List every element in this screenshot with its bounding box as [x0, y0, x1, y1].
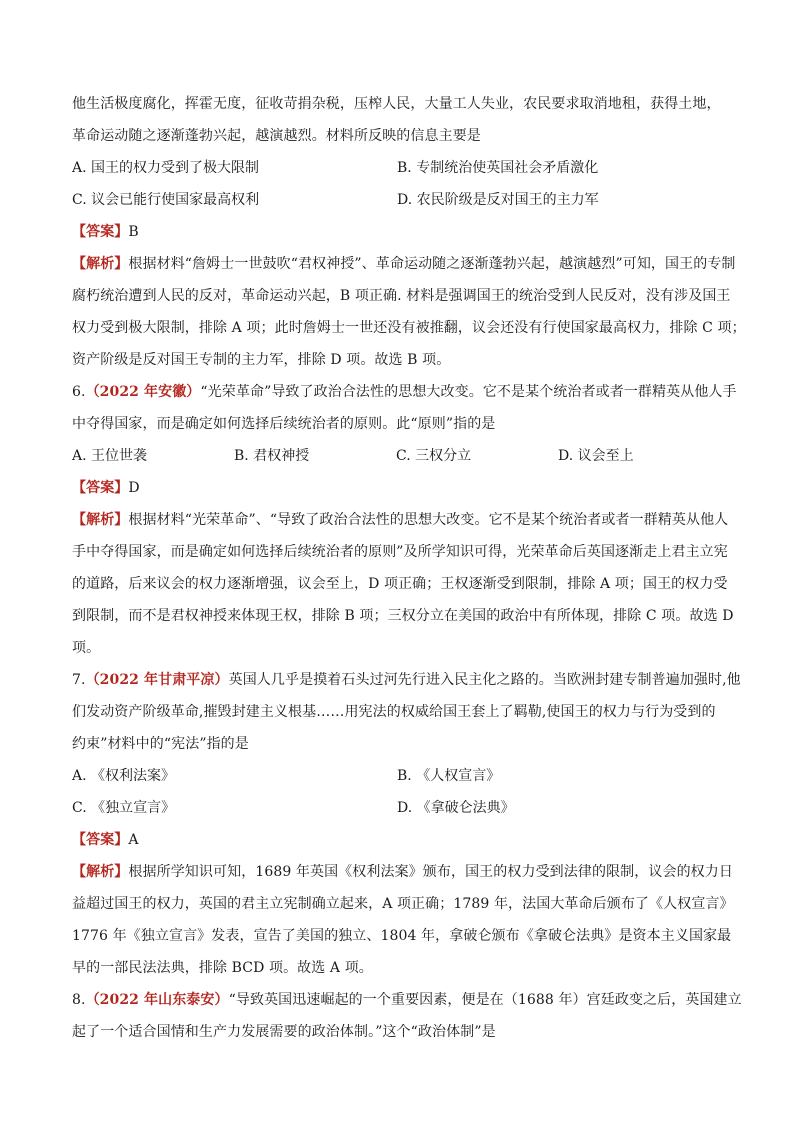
options-row [72, 760, 722, 792]
analysis-text: 益超过国王的权力，英国的君主立宪制确立起来，A 项正确；1789 年，法国大革命后颁布了《人权宣言》 [72, 896, 734, 912]
option-c: C. 三权分立 [396, 448, 472, 464]
question-source: （2022 年山东泰安） [85, 992, 229, 1008]
analysis-text: 到限制，而不是君权神授来体现王权，排除 B 项；三权分立在美国的政治中有所体现，排除 C 项。故选 D [72, 608, 734, 624]
analysis-text: 早的一部民法法典，排除 BCD 项。故选 A 项。 [72, 960, 373, 976]
option-b: B. 专制统治使英国社会矛盾激化 [397, 160, 599, 176]
options-row [72, 152, 722, 184]
analysis-line [72, 248, 736, 280]
question-number: 7. [72, 672, 86, 688]
option-c: C. 议会已能行使国家最高权利 [72, 192, 260, 208]
document-page [72, 88, 746, 1048]
analysis-line [72, 856, 733, 888]
option-b: B. 《人权宣言》 [397, 768, 501, 784]
analysis-label: 【解析】 [72, 256, 129, 272]
answer-value: A [128, 832, 139, 848]
analysis-text: 腐朽统治遭到人民的反对，革命运动兴起，B 项正确. 材料是强调国王的统治受到人民反对，没有涉及国王 [72, 288, 731, 304]
option-b: B. 君权神授 [234, 448, 310, 464]
analysis-label: 【解析】 [72, 864, 129, 880]
question-stem-line: 约束”材料中的“宪法”指的是 [72, 736, 249, 752]
question-stem-line: 革命运动随之逐渐蓬勃兴起，越演越烈。材料所反映的信息主要是 [72, 128, 481, 144]
option-a: A. 国王的权力受到了极大限制 [72, 160, 260, 176]
question-stem-text: “导致英国迅速崛起的一个重要因素，便是在（1688 年）宫廷政变之后，英国建立 [228, 992, 742, 1008]
analysis-text: 项。 [72, 640, 101, 656]
answer-line [72, 824, 722, 856]
analysis-label: 【解析】 [72, 512, 129, 528]
answer-line [72, 216, 722, 248]
analysis-text: 权力受到极大限制，排除 A 项；此时詹姆士一世还没有被推翻，议会还没有行使国家最高权力，排除 C 项； [72, 320, 746, 336]
analysis-text: 根据材料“詹姆士一世鼓吹“君权神授”、革命运动随之逐渐蓬勃兴起，越演越烈”可知，国王的专制 [128, 256, 736, 272]
answer-value: B [128, 224, 139, 240]
question-number: 8. [72, 992, 86, 1008]
question-source: （2022 年甘肃平凉） [85, 672, 229, 688]
question-stem-line: 他生活极度腐化，挥霍无度，征收苛捐杂税，压榨人民，大量工人失业，农民要求取消地租，获得土地， [72, 96, 721, 112]
answer-label: 【答案】 [72, 832, 129, 848]
option-c: C. 《独立宣言》 [72, 800, 176, 816]
analysis-text: 根据所学知识可知，1689 年英国《权利法案》颁布，国王的权力受到法律的限制，议会的权力日 [128, 864, 733, 880]
options-row [72, 440, 722, 472]
answer-label: 【答案】 [72, 480, 129, 496]
answer-value: D [128, 480, 140, 496]
options-row [72, 792, 722, 824]
option-d: D. 农民阶级是反对国王的主力军 [397, 192, 599, 208]
option-d: D. 议会至上 [558, 448, 634, 464]
question-stem-text: “光荣革命”导致了政治合法性的思想大改变。它不是某个统治者或者一群精英从他人手 [200, 384, 737, 400]
question-source: （2022 年安徽） [85, 384, 201, 400]
analysis-line [72, 504, 729, 536]
question-stem-line: 起了一个适合国情和生产力发展需要的政治体制。”这个“政治体制”是 [72, 1024, 496, 1040]
analysis-text: 资产阶级是反对国王专制的主力军，排除 D 项。故选 B 项。 [72, 352, 451, 368]
option-a: A. 王位世袭 [72, 448, 148, 464]
option-d: D. 《拿破仑法典》 [397, 800, 515, 816]
question-stem-line: 们发动资产阶级革命,摧毁封建主义根基……用宪法的权威给国王套上了羁勒,使国王的权力与行为受到的 [72, 704, 716, 720]
answer-line [72, 472, 722, 504]
question-8 [72, 984, 742, 1048]
analysis-text: 手中夺得国家，而是确定如何选择后续统治者的原则”及所学知识可得，光荣革命后英国逐渐走上君主立宪 [72, 544, 728, 560]
question-7 [72, 664, 741, 984]
analysis-text: 根据材料“光荣革命”、“导致了政治合法性的思想大改变。它不是某个统治者或者一群精英从他人 [128, 512, 729, 528]
answer-label: 【答案】 [72, 224, 129, 240]
question-stem-text: 英国人几乎是摸着石头过河先行进入民主化之路的。当欧洲封建专制普遍加强时,他 [228, 672, 741, 688]
question-6 [72, 376, 737, 664]
options-row [72, 184, 722, 216]
question-stem-line [72, 664, 741, 696]
question-stem-line [72, 376, 737, 408]
question-number: 6. [72, 384, 86, 400]
analysis-text: 的道路，后来议会的权力逐渐增强，议会至上，D 项正确；王权逐渐受到限制，排除 A 项；国王的权力受 [72, 576, 728, 592]
option-a: A. 《权利法案》 [72, 768, 176, 784]
question-stem-line: 中夺得国家，而是确定如何选择后续统治者的原则。此“原则”指的是 [72, 416, 496, 432]
question-5 [72, 88, 746, 376]
analysis-text: 1776 年《独立宣言》发表，宣告了美国的独立、1804 年，拿破仑颁布《拿破仑法典》是资本主义国家最 [72, 928, 732, 944]
question-stem-line [72, 984, 742, 1016]
